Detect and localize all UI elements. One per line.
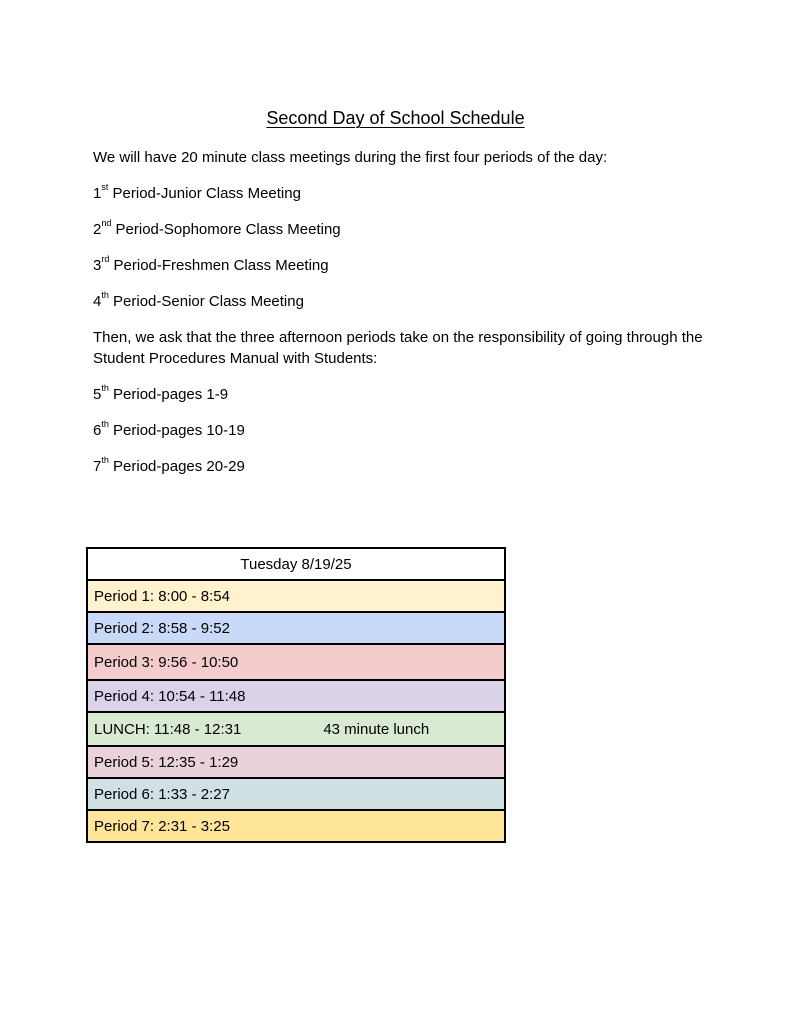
table-row bbox=[87, 746, 505, 778]
meeting-text: Period-Junior Class Meeting bbox=[108, 185, 301, 202]
period-number: 7 bbox=[93, 458, 102, 475]
schedule-cell-period-4 bbox=[87, 680, 505, 712]
period-text: Period-pages 20-29 bbox=[108, 458, 245, 475]
meeting-text: Period-Freshmen Class Meeting bbox=[109, 257, 329, 274]
table-row bbox=[87, 712, 505, 746]
meeting-suffix: rd bbox=[101, 254, 110, 264]
period-text: Period-pages 10-19 bbox=[108, 422, 245, 439]
schedule-cell-lunch bbox=[87, 712, 505, 746]
meeting-item-4 bbox=[93, 291, 713, 312]
meeting-suffix: st bbox=[101, 182, 109, 192]
page-title: Second Day of School Schedule bbox=[266, 108, 525, 128]
table-row bbox=[87, 612, 505, 644]
period-label: Period 2: 8:58 - 9:52 bbox=[94, 619, 230, 637]
schedule-cell-period-7 bbox=[87, 810, 505, 842]
table-row bbox=[87, 778, 505, 810]
meeting-suffix: th bbox=[101, 290, 109, 300]
period-label: Period 4: 10:54 - 11:48 bbox=[94, 687, 246, 705]
table-row bbox=[87, 680, 505, 712]
schedule-cell-period-1 bbox=[87, 580, 505, 612]
afternoon-item-5 bbox=[93, 384, 713, 405]
table-header-row bbox=[87, 548, 505, 580]
meeting-number: 4 bbox=[93, 293, 102, 310]
period-suffix: th bbox=[101, 455, 109, 465]
meeting-item-1 bbox=[93, 183, 713, 204]
table-row bbox=[87, 644, 505, 680]
table-row bbox=[87, 580, 505, 612]
afternoon-intro-text: Then, we ask that the three afternoon periods take on the responsibility of going through the Student Procedures Manual with Students: bbox=[93, 329, 703, 367]
period-label: Period 3: 9:56 - 10:50 bbox=[94, 653, 239, 671]
meeting-number: 2 bbox=[93, 221, 102, 238]
meeting-number: 1 bbox=[93, 185, 102, 202]
period-label: LUNCH: 11:48 - 12:31 bbox=[94, 720, 242, 738]
schedule-cell-period-5 bbox=[87, 746, 505, 778]
period-number: 6 bbox=[93, 422, 102, 439]
period-suffix: th bbox=[101, 419, 109, 429]
period-label: Period 6: 1:33 - 2:27 bbox=[94, 785, 230, 803]
schedule-cell-period-2 bbox=[87, 612, 505, 644]
period-label: Period 7: 2:31 - 3:25 bbox=[94, 817, 230, 835]
afternoon-item-6 bbox=[93, 420, 713, 441]
period-label: Period 5: 12:35 - 1:29 bbox=[94, 753, 239, 771]
meeting-number: 3 bbox=[93, 257, 102, 274]
meeting-item-3 bbox=[93, 255, 713, 276]
meeting-text: Period-Senior Class Meeting bbox=[108, 293, 304, 310]
period-suffix: th bbox=[101, 383, 109, 393]
schedule-cell-period-6 bbox=[87, 778, 505, 810]
meeting-item-2 bbox=[93, 219, 713, 240]
table-row bbox=[87, 810, 505, 842]
period-text: Period-pages 1-9 bbox=[108, 386, 229, 403]
lunch-note: 43 minute lunch bbox=[323, 720, 430, 738]
meeting-suffix: nd bbox=[101, 218, 112, 228]
afternoon-item-7 bbox=[93, 456, 713, 477]
schedule-cell-period-3 bbox=[87, 644, 505, 680]
intro-text: We will have 20 minute class meetings during the first four periods of the day: bbox=[93, 149, 608, 166]
period-label: Period 1: 8:00 - 8:54 bbox=[94, 587, 230, 605]
table-header-date: Tuesday 8/19/25 bbox=[87, 548, 505, 580]
schedule-table bbox=[86, 547, 506, 843]
meeting-text: Period-Sophomore Class Meeting bbox=[111, 221, 341, 238]
period-number: 5 bbox=[93, 386, 102, 403]
